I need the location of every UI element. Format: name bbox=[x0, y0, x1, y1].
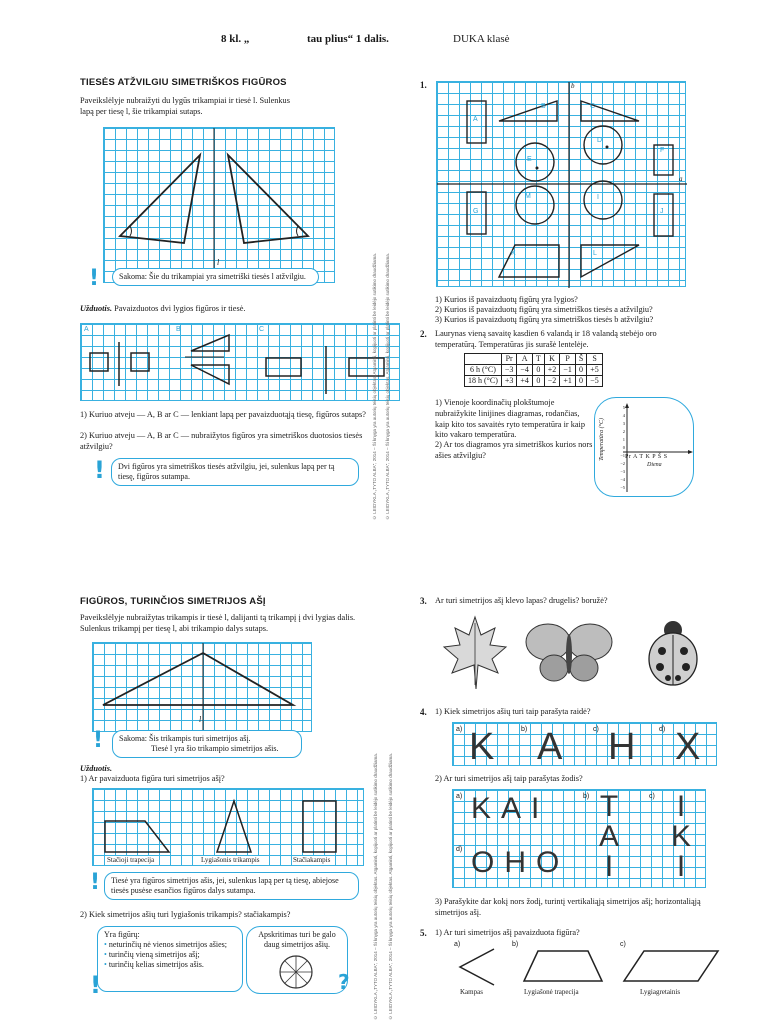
triangles-grid bbox=[103, 127, 335, 283]
kinds-item bbox=[104, 960, 236, 970]
table-cell: 6 h (°C) bbox=[465, 365, 502, 376]
shape-label-rectangle: Stačiakampis bbox=[293, 856, 331, 864]
p2-task-2: Laurynas vieną savaitę kasdien 6 valandą ir 18 valandą stebėjo oro temperatūrą. Temperatūras jis surašė lentelėje. bbox=[435, 329, 657, 349]
table-cell: P bbox=[560, 354, 576, 365]
say-line-2: Tiesė l yra šio trikampio simetrijos ašis. bbox=[151, 744, 279, 753]
fig-label-c: C bbox=[590, 103, 596, 110]
p4-question-4-3: 3) Parašykite dar kokį nors žodį, turintį vertikaliąją simetrijos ašį; horizontaliąją simetrijos ašį. bbox=[435, 897, 701, 917]
x-axis-ticks: Pr A T K P Š S bbox=[625, 454, 668, 460]
mirror-triangles-drawing bbox=[104, 128, 336, 284]
table-header-row bbox=[465, 354, 603, 365]
letter-tag: a) bbox=[456, 726, 463, 733]
figure-label-b: B bbox=[176, 326, 181, 333]
table-cell: +3 bbox=[501, 376, 517, 387]
y-tick: −2 bbox=[620, 461, 625, 466]
p1-question-2: 2) Kuriuo atveju — A, B ar C — nubraižytos figūros yra simetriškos duotosios tiesės atžvilgiu? bbox=[80, 431, 363, 451]
kinds-item-text: turinčių kelias simetrijos ašis. bbox=[108, 960, 204, 969]
table-cell: 18 h (°C) bbox=[465, 376, 502, 387]
word-tag: a) bbox=[456, 793, 463, 800]
word-oho: OHO bbox=[471, 846, 570, 879]
isosceles-triangle-drawing bbox=[93, 643, 313, 733]
fig-label-a: A bbox=[473, 116, 478, 123]
shapes-grid bbox=[92, 788, 364, 866]
axis-a-label: a bbox=[679, 175, 683, 183]
wheel-icon bbox=[275, 953, 317, 991]
y-tick: 3 bbox=[622, 421, 625, 426]
table-cell: Pr bbox=[501, 354, 517, 365]
copyright-note: © LEIDYKLA „TYTO ALBA“, 2014 – Ši knyga yra autorių teisių objektas. Atgaminti, kopijuoti ar platinti be leidėjo sutikimo draudžiama. bbox=[385, 252, 390, 520]
table-cell: −1 bbox=[560, 365, 576, 376]
fig5-label-parallelogram: Lygiagretainis bbox=[640, 988, 681, 996]
vertical-letter: A bbox=[599, 820, 620, 853]
temperature-table bbox=[464, 353, 603, 387]
circle-bubble bbox=[246, 926, 348, 994]
task-figures-grid bbox=[80, 323, 400, 401]
y-tick: 5 bbox=[622, 405, 625, 410]
figure-label-a: A bbox=[84, 326, 89, 333]
axis-b-label: b bbox=[571, 82, 575, 90]
exercise-number-3: 3. bbox=[420, 596, 427, 606]
table-cell: 0 bbox=[532, 376, 544, 387]
vertical-letter: I bbox=[676, 850, 686, 883]
shape-label-triangle: Lygiašonis trikampis bbox=[201, 856, 260, 864]
definition-bubble bbox=[104, 872, 359, 900]
figures-grid bbox=[436, 81, 686, 287]
table-cell: +5 bbox=[587, 365, 603, 376]
book-title: tau plius“ 1 dalis. bbox=[307, 33, 389, 45]
exclamation-icon: ! bbox=[89, 266, 100, 291]
fig5-tag: b) bbox=[512, 941, 519, 948]
vertical-word-tai bbox=[599, 792, 619, 882]
word-kai: KAI bbox=[471, 792, 550, 825]
p2-question-3: 3) Kurios iš pavaizduotų figūrų yra simetriškos tiesės b atžvilgiu? bbox=[435, 315, 654, 324]
say-bubble bbox=[112, 730, 302, 758]
p4-question-4-2: 2) Ar turi simetrijos ašį taip parašytas žodis? bbox=[435, 774, 583, 783]
fig-label-g: G bbox=[473, 208, 479, 215]
table-cell: −3 bbox=[501, 365, 517, 376]
table-cell: −2 bbox=[544, 376, 560, 387]
fig-label-f: F bbox=[660, 147, 665, 154]
fig5-tag: a) bbox=[454, 941, 461, 948]
table-cell: 0 bbox=[575, 365, 586, 376]
y-tick: −5 bbox=[620, 485, 625, 490]
fig-label-l: L bbox=[593, 250, 597, 257]
section-title-symmetric-figures: TIESĖS ATŽVILGIU SIMETRIŠKOS FIGŪROS bbox=[80, 77, 287, 88]
exclamation-icon: ! bbox=[94, 456, 105, 484]
word-tag: c) bbox=[649, 793, 655, 800]
word-tag: d) bbox=[456, 846, 463, 853]
y-tick: −4 bbox=[620, 477, 625, 482]
exclamation-icon: ! bbox=[90, 870, 101, 895]
p1-question-1: 1) Kuriuo atveju — A, B ar C — lenkiant lapą per pavaizduotąją tiesę, figūros sutaps? bbox=[80, 410, 366, 419]
exercise-number-1: 1. bbox=[420, 80, 427, 90]
fig5-label-angle: Kampas bbox=[460, 988, 483, 996]
task-heading: Užduotis. bbox=[80, 764, 113, 773]
table-cell: T bbox=[532, 354, 544, 365]
question-mark-icon: ? bbox=[338, 970, 350, 994]
y-tick: 2 bbox=[622, 429, 625, 434]
task-figures-drawing bbox=[81, 324, 401, 402]
p3-question-1: 1) Ar pavaizduota figūra turi simetrijos ašį? bbox=[80, 774, 225, 783]
table-cell bbox=[465, 354, 502, 365]
copyright-note: © LEIDYKLA „TYTO ALBA“, 2014 – Ši knyga yra autorių teisių objektas. Atgaminti, kopijuoti ar platinti be leidėjo sutikimo draudžiama. bbox=[388, 752, 393, 1020]
kinds-item-text: neturinčių nė vienos simetrijos ašies; bbox=[108, 940, 228, 949]
fig-label-k: K bbox=[511, 250, 516, 257]
y-axis-ticks bbox=[617, 404, 625, 492]
bullet-icon: • bbox=[104, 940, 109, 949]
fig-label-i: I bbox=[597, 194, 599, 201]
vertical-letter: I bbox=[604, 850, 614, 883]
symmetry-figures-drawing bbox=[437, 82, 687, 288]
letter-tag: d) bbox=[659, 726, 666, 733]
y-tick: 1 bbox=[622, 437, 625, 442]
p3-question-2: 2) Kiek simetrijos ašių turi lygiašonis trikampis? stačiakampis? bbox=[80, 910, 291, 919]
letter-tag: c) bbox=[593, 726, 599, 733]
class-name: DUKA klasė bbox=[453, 33, 510, 45]
letter-a: A bbox=[537, 726, 573, 768]
exclamation-icon: ! bbox=[93, 728, 104, 753]
kinds-bubble bbox=[97, 926, 243, 992]
fig-label-j: J bbox=[660, 208, 664, 215]
p2-question-2: 2) Kurios iš pavaizduotų figūrų yra simetriškos tiesės a atžvilgiu? bbox=[435, 305, 653, 314]
say-bubble bbox=[112, 268, 319, 286]
letter-h: H bbox=[608, 726, 646, 768]
shape-label-trapezoid: Stačioji trapecija bbox=[107, 856, 155, 864]
kinds-item bbox=[104, 950, 236, 960]
fig-label-m: M bbox=[525, 193, 531, 200]
p1-intro: Paveikslėlyje nubraižyti du lygūs trikampiai ir tiesė l. Sulenkus lapą per tiesę l, šie trikampiai sutaps. bbox=[80, 96, 290, 116]
mirror-line-label: l bbox=[217, 258, 220, 267]
y-tick: −3 bbox=[620, 469, 625, 474]
table-cell: −4 bbox=[517, 365, 533, 376]
table-cell: +2 bbox=[544, 365, 560, 376]
table-cell: 0 bbox=[575, 376, 586, 387]
p2-question-1: 1) Kurios iš pavaizduotų figūrų yra lygios? bbox=[435, 295, 578, 304]
definition-text: Tiesė yra figūros simetrijos ašis, jei, sulenkus lapą per tą tiesę, abiejose tiesės pusėse esančios figūros dalys sutampa. bbox=[111, 876, 339, 895]
words-grid bbox=[452, 789, 706, 888]
grade-label: 8 kl. „ bbox=[221, 33, 250, 45]
table-cell: 0 bbox=[532, 365, 544, 376]
p2-subtask-2: 2) Ar tos diagramos yra simetriškos kurios nors ašies atžvilgiu? bbox=[435, 440, 593, 460]
y-tick: 0 bbox=[622, 445, 625, 450]
table-cell: A bbox=[517, 354, 533, 365]
exclamation-icon: ! bbox=[90, 971, 101, 999]
say-line-1: Sakoma: Šis trikampis turi simetrijos ašį. bbox=[119, 734, 251, 743]
figure-label-c: C bbox=[259, 326, 265, 333]
y-axis-label: Temperatūra (°C) bbox=[599, 418, 605, 461]
table-cell: Š bbox=[575, 354, 586, 365]
kinds-title: Yra figūrų: bbox=[104, 930, 140, 939]
vertical-letter: T bbox=[599, 790, 619, 823]
vertical-word-iki bbox=[671, 792, 691, 882]
letters-grid bbox=[452, 722, 717, 766]
p1-task bbox=[80, 304, 360, 315]
task-text: Pavaizduotos dvi lygios figūros ir tiesė. bbox=[114, 304, 246, 313]
empty-coordinate-plane bbox=[594, 397, 694, 497]
bullet-icon: • bbox=[104, 960, 109, 969]
copyright-note: © LEIDYKLA „TYTO ALBA“, 2014 – Ši knyga yra autorių teisių objektas. Atgaminti, kopijuoti ar platinti be leidėjo sutikimo draudžiama. bbox=[372, 252, 377, 520]
maple-leaf-icon bbox=[440, 613, 510, 693]
bullet-icon: • bbox=[104, 950, 109, 959]
say-text: Sakoma: Šie du trikampiai yra simetriški tiesės l atžvilgiu. bbox=[119, 272, 306, 281]
table-row bbox=[465, 365, 603, 376]
fig5-label-trapezoid: Lygiašonė trapecija bbox=[524, 988, 579, 996]
exercise-number-2: 2. bbox=[420, 329, 427, 339]
p2-subtask-1: 1) Vienoje koordinačių plokštumoje nubraižykite linijines diagramas, rodančias, kaip kito tos savaitės ryto temperatūra ir kaip kito vakaro temperatūra. bbox=[435, 398, 585, 440]
definition-bubble bbox=[111, 458, 359, 486]
fig5-tag: c) bbox=[620, 941, 626, 948]
letter-tag: b) bbox=[521, 726, 528, 733]
coordinate-axes bbox=[595, 398, 695, 498]
letter-k: K bbox=[469, 726, 505, 768]
p4-question-4-1: 1) Kiek simetrijos ašių turi taip parašyta raidė? bbox=[435, 707, 591, 716]
fig-label-b: B bbox=[541, 103, 546, 110]
y-tick: −1 bbox=[620, 453, 625, 458]
table-cell: −5 bbox=[587, 376, 603, 387]
p4-question-5-1: 1) Ar turi simetrijos ašį pavaizduota figūra? bbox=[435, 928, 580, 937]
y-tick: 4 bbox=[622, 413, 625, 418]
x-axis-label: Diena bbox=[647, 462, 662, 468]
letter-x: X bbox=[675, 726, 711, 768]
symmetry-line-label: l bbox=[199, 715, 202, 724]
vertical-letter: I bbox=[676, 790, 686, 823]
table-row bbox=[465, 376, 603, 387]
table-cell: +4 bbox=[517, 376, 533, 387]
butterfly-icon bbox=[524, 620, 614, 685]
definition-text: Dvi figūros yra simetriškos tiesės atžvilgiu, jei, sulenkus lapą per tą tiesę, figūros sutampa. bbox=[118, 462, 335, 481]
exercise-number-4: 4. bbox=[420, 707, 427, 717]
kinds-item-text: turinčių vieną simetrijos ašį; bbox=[108, 950, 200, 959]
exercise-number-5: 5. bbox=[420, 928, 427, 938]
kinds-item bbox=[104, 940, 236, 950]
p4-task-3: Ar turi simetrijos ašį klevo lapas? drugelis? boružė? bbox=[435, 596, 608, 605]
triangle-grid bbox=[92, 642, 312, 732]
circle-text: Apskritimas turi be galo daug simetrijos ašių. bbox=[258, 930, 336, 949]
fig5-shapes-drawing bbox=[450, 945, 740, 990]
word-tag: b) bbox=[583, 793, 590, 800]
table-cell: +1 bbox=[560, 376, 576, 387]
table-cell: S bbox=[587, 354, 603, 365]
fig-label-d: D bbox=[597, 137, 603, 144]
copyright-note: © LEIDYKLA „TYTO ALBA“, 2014 – Ši knyga yra autorių teisių objektas. Atgaminti, kopijuoti ar platinti be leidėjo sutikimo draudžiama. bbox=[373, 752, 378, 1020]
ladybug-icon bbox=[640, 613, 706, 693]
section-title-symmetry-axis: FIGŪROS, TURINČIOS SIMETRIJOS AŠĮ bbox=[80, 596, 266, 607]
p3-intro: Paveikslėlyje nubraižytas trikampis ir tiesė l, dalijanti tą trikampį į dvi lygias dalis. Sulenkus trikampį per tiesę l, abi trikampio dalys sutaps. bbox=[80, 613, 356, 633]
task-heading: Užduotis. bbox=[80, 304, 113, 313]
fig-label-e: E bbox=[527, 156, 532, 163]
vertical-letter: K bbox=[671, 820, 692, 853]
table-cell: K bbox=[544, 354, 560, 365]
